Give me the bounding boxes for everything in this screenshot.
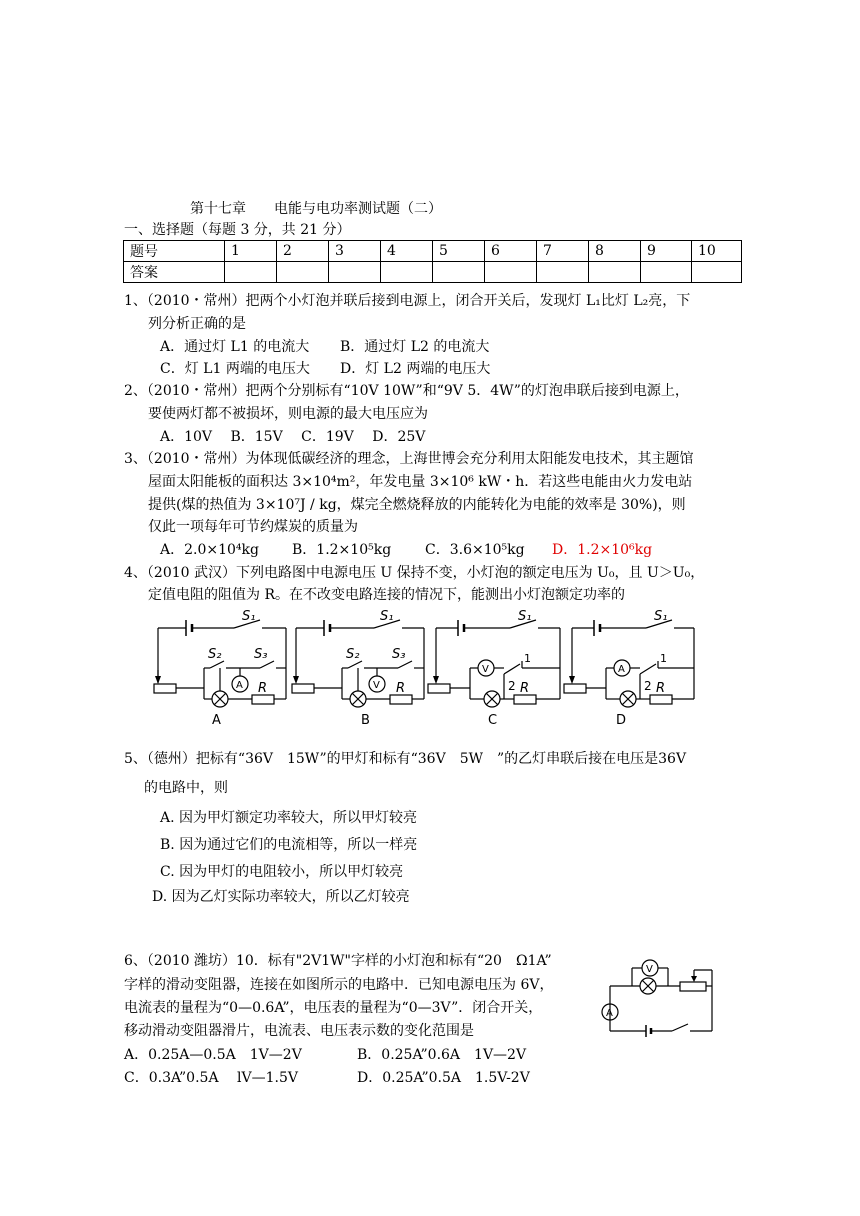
voltmeter-label: V — [373, 680, 380, 691]
answer-cell[interactable] — [433, 262, 485, 283]
q2-stem-cont: 要使两灯都不被损坏，则电源的最大电压应为 — [148, 406, 428, 422]
q1-stem: 1、（2010・常州）把两个小灯泡并联后接到电源上，闭合开关后，发现灯 L₁比灯 L₂亮，下 — [124, 293, 691, 309]
q5-stem: 5、（德州）把标有“36V 15W”的甲灯和标有“36V 5W ”的乙灯串联后接在电压是36V — [124, 751, 687, 767]
r-label: R — [258, 681, 268, 696]
q6-option-b: B．0.25A”0.6A 1V—2V — [357, 1047, 527, 1063]
table-cell: 6 — [485, 241, 537, 262]
table-cell: 1 — [225, 241, 277, 262]
q1-stem-cont: 列分析正确的是 — [148, 316, 246, 332]
voltmeter-label: V — [482, 664, 489, 675]
q6-circuit-diagram — [600, 958, 718, 1038]
table-cell: 2 — [277, 241, 329, 262]
circuit-label-d: D — [616, 713, 627, 728]
table-cell: 3 — [329, 241, 381, 262]
q4-stem-cont: 定值电阻的阻值为 R。在不改变电路连接的情况下，能测出小灯泡额定功率的 — [148, 587, 625, 603]
q6-stem-cont: 移动滑动变阻器滑片，电流表、电压表示数的变化范围是 — [124, 1023, 474, 1039]
q2-options: A．10V B．15V C．19V D．25V — [160, 429, 426, 445]
q6-stem: 6、（2010 潍坊）10．标有"2V1W"字样的小灯泡和标有“20 Ω1A” — [124, 953, 552, 969]
q5-option-d: D. 因为乙灯实际功率较大，所以乙灯较亮 — [152, 889, 410, 905]
q6-option-c: C．0.3A”0.5A lV—1.5V — [124, 1070, 298, 1086]
table-row — [124, 262, 742, 283]
q5-option-c: C. 因为甲灯的电阻较小，所以甲灯较亮 — [160, 864, 404, 880]
q1-option-b: B．通过灯 L2 的电流大 — [340, 339, 490, 355]
answer-table — [123, 240, 742, 283]
table-cell: 题号 — [124, 241, 225, 262]
section-heading: 一、选择题（每题 3 分，共 21 分） — [124, 222, 351, 238]
q3-stem-cont: 屋面太阳能板的面积达 3×10⁴m²，年发电量 3×10⁶ kW・h．若这些电能由火力发电站 — [148, 474, 693, 490]
r-label: R — [520, 681, 530, 696]
s2-label: S₂ — [346, 647, 360, 662]
q1-option-a: A．通过灯 L1 的电流大 — [160, 339, 310, 355]
q6-stem-cont: 电流表的量程为“0—0.6A”，电压表的量程为“0—3V”．闭合开关， — [124, 1000, 543, 1016]
voltmeter-label: V — [646, 964, 653, 975]
ammeter-label: A — [618, 664, 625, 675]
q3-option-a: A．2.0×10⁴kg — [160, 542, 259, 558]
answer-cell[interactable] — [692, 262, 742, 283]
s1-label: S₁ — [654, 609, 668, 624]
answer-cell[interactable] — [589, 262, 641, 283]
circuit-label-a: A — [212, 713, 221, 728]
ammeter-label: A — [606, 1008, 613, 1019]
q6-stem-cont: 字样的滑动变阻器，连接在如图所示的电路中．已知电源电压为 6V， — [124, 977, 554, 993]
table-cell: 4 — [381, 241, 433, 262]
page-title: 第十七章 电能与电功率测试题（二） — [190, 201, 442, 217]
s1-label: S₁ — [518, 609, 532, 624]
answer-cell[interactable] — [381, 262, 433, 283]
table-cell: 8 — [589, 241, 641, 262]
r-label: R — [656, 681, 666, 696]
table-cell: 10 — [692, 241, 742, 262]
table-cell: 答案 — [124, 262, 225, 283]
table-cell: 9 — [641, 241, 692, 262]
s2-label: S₂ — [208, 647, 222, 662]
q3-stem: 3、（2010・常州）为体现低碳经济的理念，上海世博会充分利用太阳能发电技术，其主题馆 — [124, 451, 694, 467]
q5-stem-cont: 的电路中，则 — [144, 780, 228, 796]
q3-stem-cont: 仅此一项每年可节约煤炭的质量为 — [148, 519, 358, 535]
q3-stem-cont: 提供(煤的热值为 3×10⁷J / kg，煤完全燃烧释放的内能转化为电能的效率是 30%)，则 — [148, 497, 686, 513]
s1-label: S₁ — [380, 609, 394, 624]
ammeter-label: A — [236, 680, 243, 691]
q3-option-b: B．1.2×10⁵kg — [292, 542, 392, 558]
table-cell: 5 — [433, 241, 485, 262]
q1-option-d: D．灯 L2 两端的电压大 — [340, 361, 491, 377]
q1-option-c: C．灯 L1 两端的电压大 — [160, 361, 310, 377]
circuit-label-c: C — [488, 713, 498, 728]
throw-2-label: 2 — [644, 679, 652, 693]
s1-label: S₁ — [242, 609, 256, 624]
answer-cell[interactable] — [641, 262, 692, 283]
throw-1-label: 1 — [660, 652, 667, 665]
s3-label: S₃ — [392, 647, 406, 662]
s3-label: S₃ — [254, 647, 268, 662]
answer-cell[interactable] — [225, 262, 277, 283]
q6-option-a: A．0.25A—0.5A 1V—2V — [124, 1047, 302, 1063]
table-cell: 7 — [537, 241, 589, 262]
answer-cell[interactable] — [485, 262, 537, 283]
table-row — [124, 241, 742, 262]
q3-option-d: D．1.2×10⁶kg — [552, 542, 653, 558]
r-label: R — [396, 681, 406, 696]
throw-1-label: 1 — [524, 652, 531, 665]
q6-option-d: D．0.25A”0.5A 1.5V-2V — [357, 1070, 530, 1086]
circuit-label-b: B — [361, 713, 370, 728]
q2-stem: 2、（2010・常州）把两个分别标有“10V 10W”和“9V 5．4W”的灯泡串联后接到电源上， — [124, 383, 689, 399]
answer-cell[interactable] — [537, 262, 589, 283]
answer-cell[interactable] — [329, 262, 381, 283]
q3-option-c: C．3.6×10⁵kg — [425, 542, 525, 558]
throw-2-label: 2 — [508, 679, 516, 693]
answer-cell[interactable] — [277, 262, 329, 283]
q5-option-a: A. 因为甲灯额定功率较大，所以甲灯较亮 — [160, 810, 418, 826]
q5-option-b: B. 因为通过它们的电流相等，所以一样亮 — [160, 837, 418, 853]
q4-stem: 4、（2010 武汉）下列电路图中电源电压 U 保持不变，小灯泡的额定电压为 U₀，且 U＞U₀， — [124, 565, 705, 581]
q4-circuit-diagrams — [148, 606, 708, 728]
